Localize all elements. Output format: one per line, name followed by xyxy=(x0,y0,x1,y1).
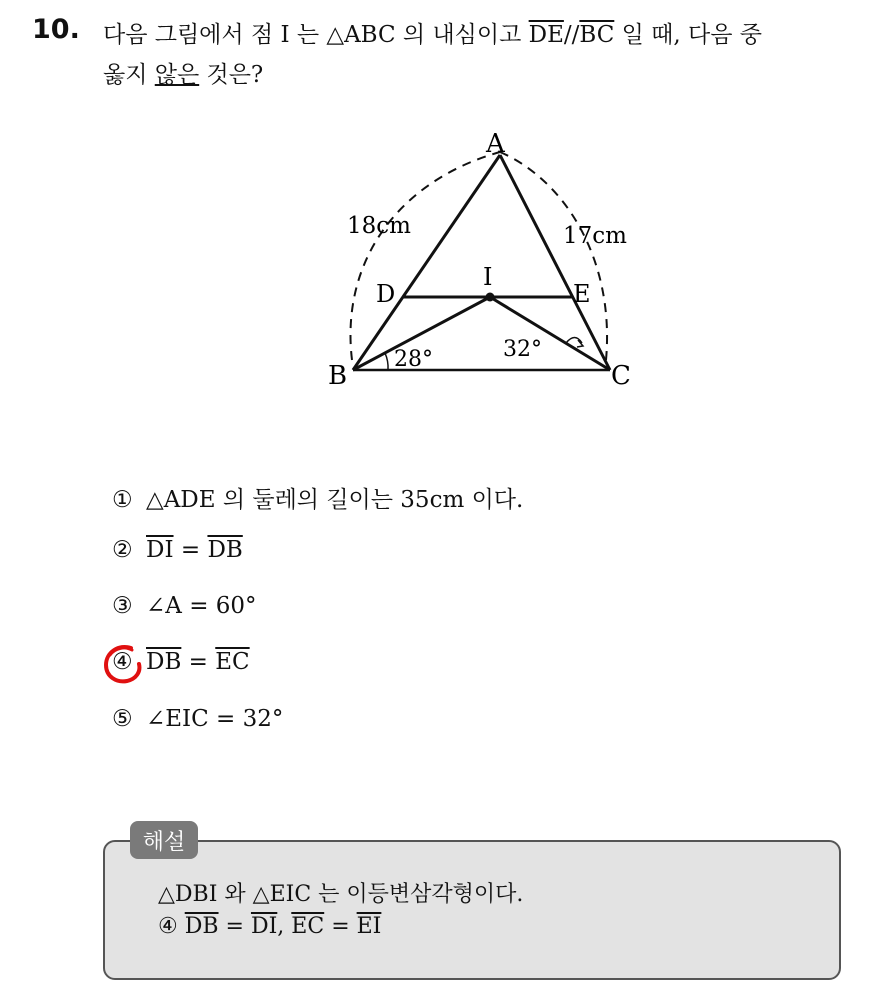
angle-label-b: 28° xyxy=(394,347,433,372)
solution-line-2: ④ $\overline{DB} = \overline{DI}$, $\overline{EC} = \overline{EI}$ xyxy=(158,914,382,939)
question-text-line-1: 다음 그림에서 점 I 는 △ABC 의 내심이고 $\overline{DE}//\overline{BC}$ 일 때, 다음 중 xyxy=(103,22,762,48)
question-number: 10. xyxy=(32,14,80,45)
solution-box xyxy=(103,840,841,980)
label-e: E xyxy=(573,280,591,308)
length-label-ac: 17cm xyxy=(563,223,627,249)
label-c: C xyxy=(611,361,631,391)
angle-label-c: 32° xyxy=(503,337,542,362)
choice-1[interactable]: ① △ADE 의 둘레의 길이는 35cm 이다. xyxy=(112,487,524,513)
incenter-point xyxy=(486,293,495,302)
choice-2[interactable]: ② $\overline{DI} = \overline{DB}$ xyxy=(112,537,243,563)
label-b: B xyxy=(328,361,348,391)
arc-ab-dashed xyxy=(350,152,500,360)
question-text-line-2: 옳지 않은 것은? xyxy=(103,62,264,88)
solution-line-1: △DBI 와 △EIC 는 이등변삼각형이다. xyxy=(158,882,524,907)
answer-circle-mark xyxy=(101,642,145,686)
choice-5[interactable]: ⑤ ∠EIC = 32° xyxy=(112,706,284,732)
underlined-word: 않은 xyxy=(154,62,200,88)
solution-tag: 해설 xyxy=(130,821,198,859)
choice-4[interactable]: ④ $\overline{DB} = \overline{EC}$ xyxy=(112,649,250,675)
label-d: D xyxy=(376,280,396,308)
segment-de: $\overline{DE}$ xyxy=(528,22,564,48)
label-a: A xyxy=(486,129,505,159)
label-i: I xyxy=(483,263,493,291)
choice-3[interactable]: ③ ∠A = 60° xyxy=(112,593,257,619)
length-label-ab: 18cm xyxy=(347,213,411,239)
triangle-diagram xyxy=(0,0,884,440)
angle-arc-b xyxy=(385,353,388,370)
segment-bc: $\overline{BC}$ xyxy=(579,22,615,48)
